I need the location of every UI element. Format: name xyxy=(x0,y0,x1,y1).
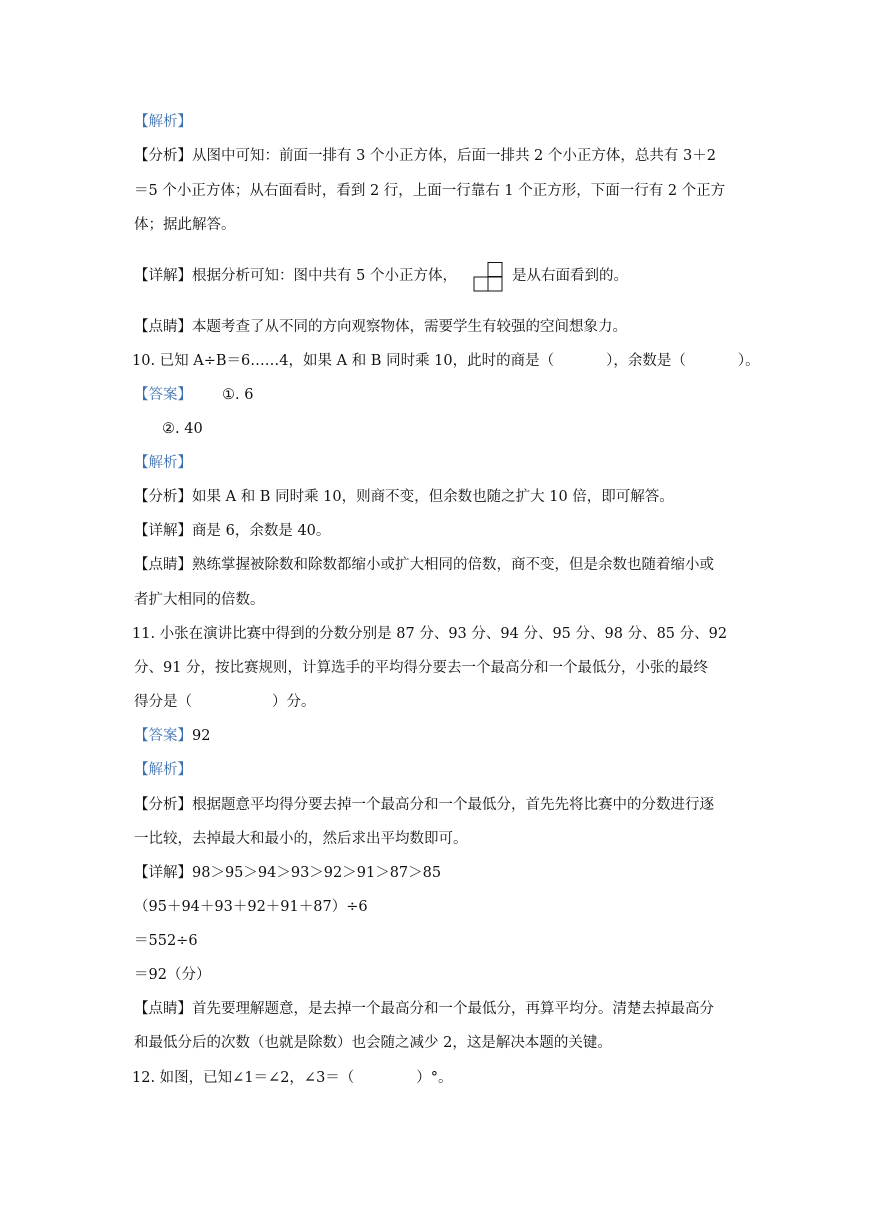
q10-dianjing-line1: 【点睛】熟练掌握被除数和除数都缩小或扩大相同的倍数，商不变，但是余数也随着缩小或 xyxy=(134,557,714,573)
q10-xiangjie: 【详解】商是 6，余数是 40。 xyxy=(134,523,331,539)
q9-fenxi-line1: 【分析】从图中可知：前面一排有 3 个小正方体，后面一排共 2 个小正方体，总共有 3＋2 xyxy=(134,148,716,164)
q11-xiangjie-line1: 【详解】98＞95＞94＞93＞92＞91＞87＞85 xyxy=(134,865,442,881)
q9-jiexi-tag: 【解析】 xyxy=(134,114,192,130)
q11-xiangjie-line3: ＝552÷6 xyxy=(134,933,198,949)
q11-answer: 【答案】92 xyxy=(134,728,211,744)
q9-dianjing: 【点睛】本题考查了从不同的方向观察物体，需要学生有较强的空间想象力。 xyxy=(134,319,627,335)
q9-fenxi-line3: 体；据此解答。 xyxy=(134,217,236,233)
q10-dianjing-line2: 者扩大相同的倍数。 xyxy=(134,592,265,608)
q9-fenxi-line2: ＝5 个小正方体；从右面看时，看到 2 行，上面一行靠右 1 个正方形，下面一行有 2 个正方 xyxy=(134,183,726,199)
q10-answer: 【答案】 xyxy=(134,387,192,403)
angle-equation: ∠1＝∠2 xyxy=(232,1070,290,1086)
q10-question: 10. 已知 A÷B＝6……4，如果 A 和 B 同时乘 10，此时的商是（ ），余数是（ ）。 xyxy=(132,353,760,369)
angle-3-expression: ∠3＝ xyxy=(303,1070,340,1086)
q11-question-line2: 分、91 分，按比赛规则，计算选手的平均得分要去一个最高分和一个最低分，小张的最终 xyxy=(134,660,709,676)
q11-question-line3: 得分是（ ）分。 xyxy=(134,694,316,710)
q11-dianjing-line1: 【点睛】首先要理解题意，是去掉一个最高分和一个最低分，再算平均分。清楚去掉最高分 xyxy=(134,1001,714,1017)
q9-xiangjie-end: 是从右面看到的。 xyxy=(512,268,628,284)
q12-question: 12. 如图，已知∠1＝∠2，∠3＝（ ）°。 xyxy=(132,1070,453,1086)
q10-answer-1: ①. 6 xyxy=(222,387,254,403)
q11-dianjing-line2: 和最低分后的次数（也就是除数）也会随之减少 2，这是解决本题的关键。 xyxy=(134,1035,612,1051)
q9-xiangjie: 【详解】根据分析可知：图中共有 5 个小正方体， xyxy=(134,268,457,284)
q11-xiangjie-line4: ＝92（分） xyxy=(134,967,211,983)
right-view-figure xyxy=(473,262,503,292)
q10-fenxi: 【分析】如果 A 和 B 同时乘 10，则商不变，但余数也随之扩大 10 倍，即可解答。 xyxy=(134,489,674,505)
q11-fenxi-line1: 【分析】根据题意平均得分要去掉一个最高分和一个最低分，首先先将比赛中的分数进行逐 xyxy=(134,797,714,813)
q10-answer-2: ②. 40 xyxy=(162,421,203,437)
q10-jiexi-tag: 【解析】 xyxy=(134,455,192,471)
q11-xiangjie-line2: （95＋94＋93＋92＋91＋87）÷6 xyxy=(134,899,368,915)
q11-fenxi-line2: 一比较，去掉最大和最小的，然后求出平均数即可。 xyxy=(134,831,468,847)
q11-question-line1: 11. 小张在演讲比赛中得到的分数分别是 87 分、93 分、94 分、95 分、98 分、85 分、92 xyxy=(132,626,728,642)
q11-jiexi-tag: 【解析】 xyxy=(134,762,192,778)
